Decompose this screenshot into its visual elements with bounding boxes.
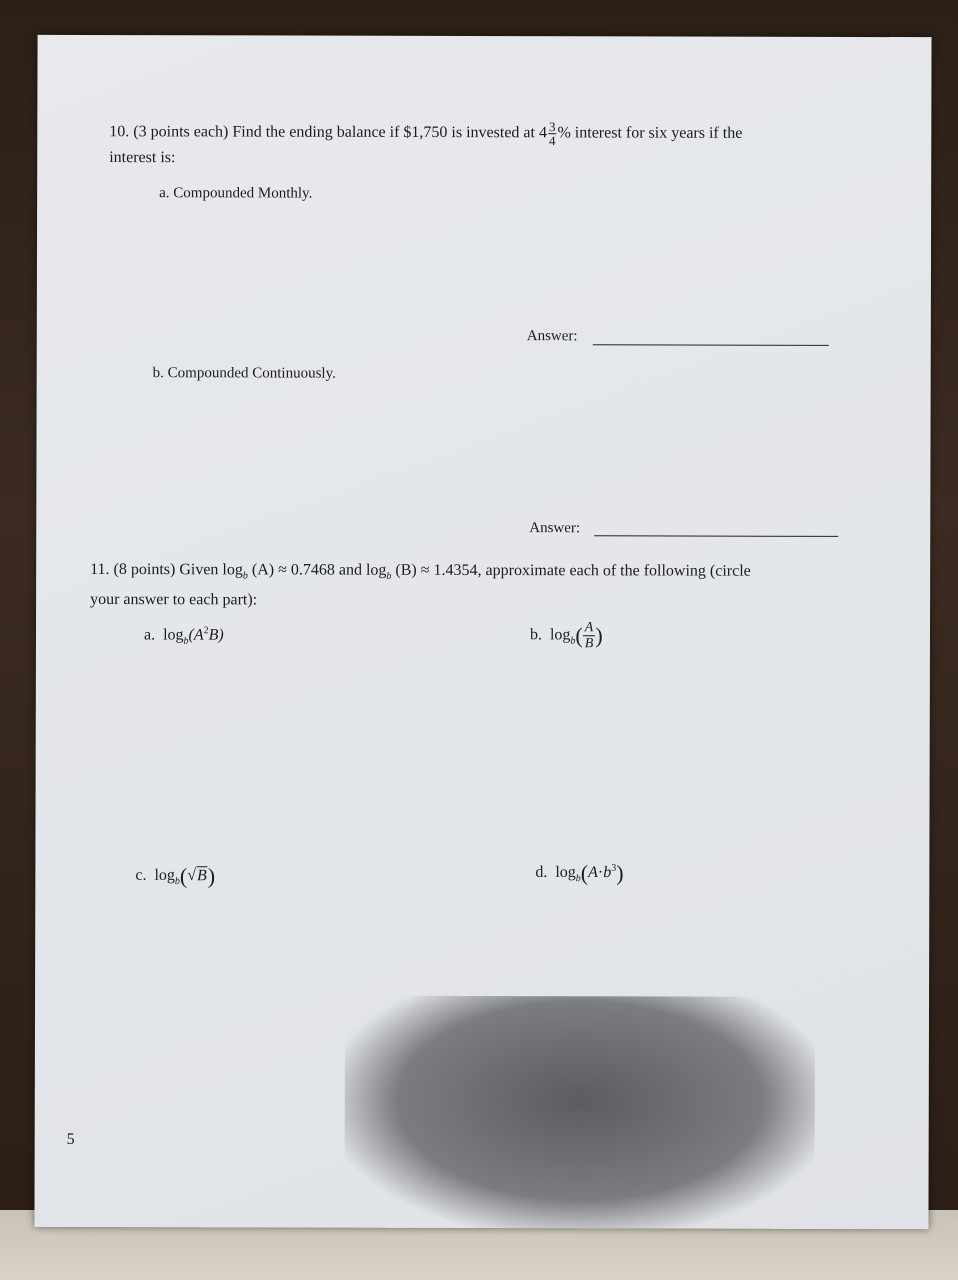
given-log-a: (A) ≈ 0.7468 and log — [251, 561, 387, 579]
quotient-denominator: B — [584, 636, 594, 652]
fraction-numerator: 3 — [548, 119, 556, 135]
sqrt-argument: B — [197, 866, 207, 884]
log-text: log — [163, 626, 184, 644]
answer-line-b[interactable] — [594, 535, 838, 537]
question-11-lead: 11. (8 points) Given log — [90, 560, 243, 579]
arg-open: (A — [188, 626, 204, 644]
log-base: b — [183, 635, 189, 647]
exponent: 3 — [611, 862, 617, 874]
question-10-part-b: b. Compounded Continuously. — [152, 365, 336, 382]
part-a-label: a. — [143, 626, 156, 644]
question-10-continuation: interest is: — [109, 149, 176, 167]
question-11-text — [90, 561, 751, 583]
arg-close: B) — [208, 626, 224, 644]
worksheet-page — [34, 35, 931, 1229]
log-base: b — [174, 876, 180, 888]
given-log-b: (B) ≈ 1.4354, approximate each of the following (circle — [395, 561, 751, 580]
answer-label-a: Answer: — [526, 328, 578, 345]
product-factor-b: b — [603, 863, 612, 882]
log-base: b — [242, 570, 248, 582]
exponent: 2 — [203, 625, 209, 637]
product-factor-a: A — [588, 863, 598, 881]
hand-shadow — [344, 996, 815, 1229]
question-11-part-a — [144, 625, 224, 647]
quotient-fraction — [583, 620, 596, 651]
question-10-part-a: a. Compounded Monthly. — [159, 185, 313, 202]
question-11-part-d: d. $\log_b(A\cdot b^3)$ — [535, 860, 624, 886]
part-d-label: d. — [535, 863, 548, 881]
question-10-text — [109, 119, 742, 148]
log-text: log — [154, 866, 175, 884]
page-number: 5 — [66, 1130, 75, 1148]
answer-label-b: Answer: — [529, 520, 581, 537]
log-base: b — [575, 873, 581, 885]
answer-line-a[interactable] — [593, 344, 829, 346]
fraction-denominator: 4 — [548, 133, 556, 149]
log-text: log — [549, 626, 571, 644]
log-base: b — [386, 570, 392, 582]
part-b-label: b. — [529, 626, 543, 644]
log-text: log — [555, 863, 576, 881]
question-11-part-c: c. $\log_b(√B)$ — [135, 863, 216, 889]
product-dot: · — [597, 863, 604, 881]
part-c-label: c. — [135, 866, 147, 884]
quotient-numerator: A — [583, 620, 596, 636]
log-base: b — [570, 635, 576, 647]
question-11-continuation: your answer to each part): — [90, 590, 258, 609]
question-11-part-b: b. $\log_b$( $\frac{A}{B}$ ) — [529, 620, 603, 652]
question-10-tail: % interest for six years if the — [557, 124, 743, 142]
interest-fraction — [548, 120, 557, 147]
question-10-lead: 10. (3 points each) Find the ending balance if $1,750 is invested at 4 — [109, 123, 548, 142]
